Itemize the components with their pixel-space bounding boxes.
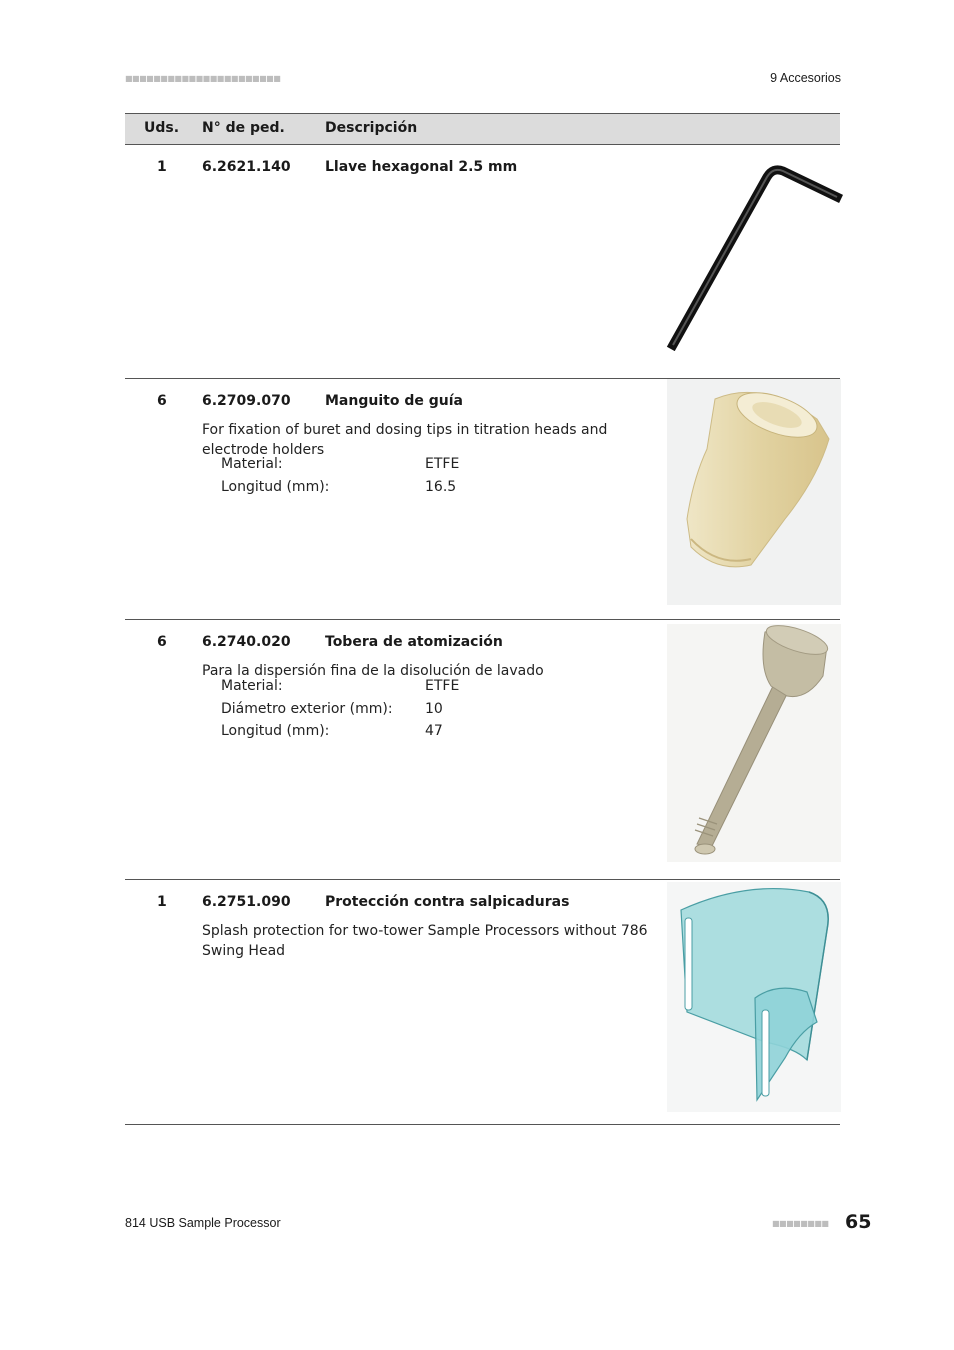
row-name: Protección contra salpicaduras: [325, 894, 570, 910]
row-description: Para la dispersión fina de la disolución de lavado: [202, 663, 544, 679]
row-qty: 6: [157, 634, 167, 650]
property-key: Material:: [221, 456, 283, 472]
table-row: [125, 880, 840, 1125]
table-header: [125, 113, 840, 145]
property-outer-diameter: [221, 701, 521, 724]
splash-protection-icon: [667, 882, 841, 1112]
header-squares: ■■■■■■■■■■■■■■■■■■■■■■: [125, 74, 281, 83]
footer-product-name: 814 USB Sample Processor: [125, 1216, 281, 1230]
property-value: ETFE: [425, 456, 460, 472]
property-key: Longitud (mm):: [221, 478, 330, 495]
property-length: [221, 723, 521, 746]
property-length: [221, 479, 521, 502]
property-value: 10: [425, 700, 443, 717]
table-row: [125, 620, 840, 880]
column-header-description: Descripción: [325, 120, 418, 136]
spray-nozzle-icon: [667, 624, 841, 862]
row-description: For fixation of buret and dosing tips in titration heads and electrode holders: [202, 422, 608, 458]
row-order-no: 6.2709.070: [202, 393, 291, 409]
property-key: Material:: [221, 678, 283, 694]
row-order-no: 6.2621.140: [202, 159, 291, 175]
row-order-no: 6.2740.020: [202, 634, 291, 650]
header-section-title: 9 Accesorios: [770, 71, 841, 85]
row-name: Tobera de atomización: [325, 634, 503, 650]
property-value: ETFE: [425, 678, 460, 694]
row-name: Llave hexagonal 2.5 mm: [325, 159, 518, 175]
property-material: [221, 678, 521, 701]
hex-key-icon: [665, 163, 843, 351]
property-key: Diámetro exterior (mm):: [221, 700, 393, 717]
column-header-order-no: N° de ped.: [202, 120, 285, 136]
property-value: 16.5: [425, 478, 457, 495]
property-value: 47: [425, 723, 443, 739]
table-row: [125, 379, 840, 620]
property-key: Longitud (mm):: [221, 723, 330, 739]
guide-sleeve-icon: [667, 379, 841, 605]
row-properties: [221, 456, 521, 501]
property-material: [221, 456, 521, 479]
accessories-table: [125, 113, 840, 1125]
row-order-no: 6.2751.090: [202, 894, 291, 910]
row-qty: 1: [157, 894, 167, 910]
row-properties: [221, 678, 521, 746]
table-row: [125, 145, 840, 379]
row-qty: 1: [157, 159, 167, 175]
row-qty: 6: [157, 393, 167, 409]
page-number: 65: [845, 1211, 872, 1233]
row-description: Splash protection for two-tower Sample Processors without 786 Swing Head: [202, 923, 648, 959]
column-header-qty: Uds.: [144, 120, 180, 136]
footer-squares: ■■■■■■■■: [772, 1219, 829, 1228]
row-name: Manguito de guía: [325, 393, 463, 409]
